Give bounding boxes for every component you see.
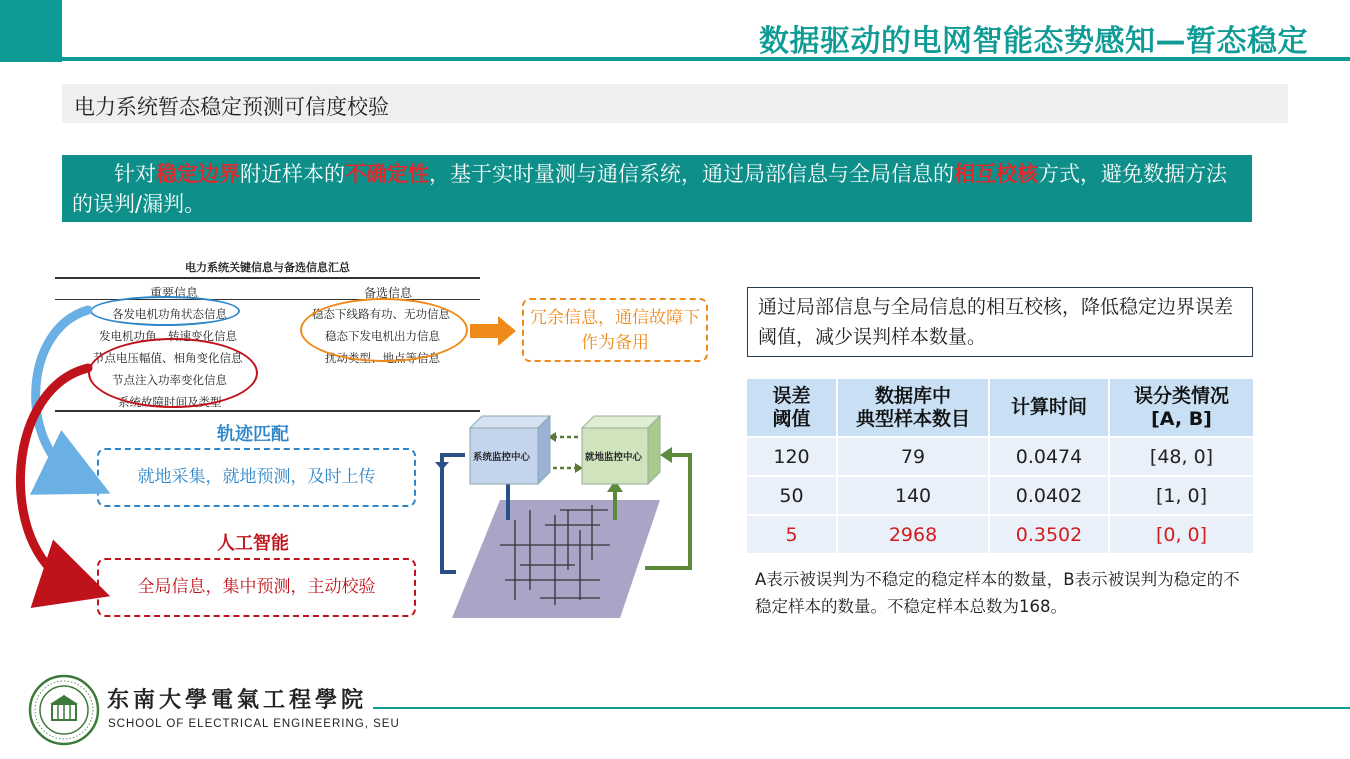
- table-cell: 0.0402: [989, 476, 1109, 515]
- table-row: [747, 476, 1253, 515]
- table-cell: 120: [747, 437, 837, 476]
- local-prediction-box: 就地采集，就地预测，及时上传: [97, 448, 416, 507]
- intro-text: ，基于实时量测与通信系统，通过局部信息与全局信息的: [429, 162, 954, 186]
- info-table-caption: 电力系统关键信息与备选信息汇总: [185, 261, 350, 274]
- footer-rule: [373, 707, 1350, 709]
- table-header-cell: 计算时间: [989, 379, 1109, 437]
- orange-right-arrow: [470, 316, 516, 346]
- intro-text: 针对: [114, 162, 156, 186]
- backup-item: 稳态下发电机出力信息: [325, 329, 440, 343]
- redundant-info-box: 冗余信息，通信故障下作为备用: [522, 298, 708, 362]
- error-threshold-table: [747, 379, 1253, 555]
- table-header-cell: 误分类情况 [A, B]: [1109, 379, 1253, 437]
- table-cell: 0.3502: [989, 515, 1109, 554]
- table-row: [747, 437, 1253, 476]
- seu-seal-icon: [28, 674, 100, 746]
- backup-item: 扰动类型、地点等信息: [325, 351, 440, 365]
- backup-item: 稳态下线路有功、无功信息: [312, 307, 450, 321]
- table-cell: 50: [747, 476, 837, 515]
- system-monitor-label: 系统监控中心: [473, 452, 531, 463]
- important-item: 各发电机功角状态信息: [112, 307, 227, 321]
- grid-plane: [452, 500, 660, 618]
- table-cell: 0.0474: [989, 437, 1109, 476]
- green-loop-head: [660, 447, 672, 463]
- table-header-row: [747, 379, 1253, 437]
- school-logo-en: SCHOOL OF ELECTRICAL ENGINEERING, SEU: [108, 718, 400, 730]
- table-cell: [48, 0]: [1109, 437, 1253, 476]
- school-logo-cn: 东南大學電氣工程學院: [107, 687, 368, 713]
- important-item: 发电机功角、转速变化信息: [99, 329, 237, 343]
- table-cell: 5: [747, 515, 837, 554]
- local-monitor-label: 就地监控中心: [585, 452, 643, 463]
- important-item: 系统故障时间及类型: [118, 395, 222, 409]
- blue-loop-line: [442, 455, 465, 572]
- global-prediction-box: 全局信息，集中预测，主动校验: [97, 558, 416, 617]
- intro-highlight: 稳定边界: [156, 162, 240, 186]
- section-title: 电力系统暂态稳定预测可信度校验: [74, 95, 389, 119]
- ai-label: 人工智能: [217, 533, 289, 554]
- threshold-note-box: 通过局部信息与全局信息的相互校核，降低稳定边界误差阈值，减少误判样本数量。: [747, 287, 1253, 357]
- table-cell: [0, 0]: [1109, 515, 1253, 554]
- important-item: 节点电压幅值、相角变化信息: [93, 351, 243, 365]
- intro-text: 附近样本的: [240, 162, 345, 186]
- important-item: 节点注入功率变化信息: [112, 373, 227, 387]
- table-cell: 2968: [837, 515, 989, 554]
- table-header-cell: 误差 阈值: [747, 379, 837, 437]
- col-backup-header: 备选信息: [364, 286, 413, 300]
- table-cell: 140: [837, 476, 989, 515]
- blue-loop-head: [435, 462, 449, 470]
- table-footnote: A表示被误判为不稳定的稳定样本的数量，B表示被误判为稳定的不稳定样本的数量。不稳定样本总数为168。: [755, 570, 1240, 616]
- page-title: 数据驱动的电网智能态势感知—暂态稳定: [759, 24, 1308, 59]
- trajectory-match-label: 轨迹匹配: [217, 424, 289, 445]
- intro-highlight: 不确定性: [345, 162, 429, 186]
- table-cell: [1, 0]: [1109, 476, 1253, 515]
- table-row-highlight: [747, 515, 1253, 554]
- col-important-header: 重要信息: [150, 286, 199, 300]
- table-header-cell: 数据库中 典型样本数目: [837, 379, 989, 437]
- intro-highlight: 相互校核: [954, 162, 1038, 186]
- table-cell: 79: [837, 437, 989, 476]
- intro-text: 方式，避免数据方法的误判/漏判。: [72, 162, 1227, 216]
